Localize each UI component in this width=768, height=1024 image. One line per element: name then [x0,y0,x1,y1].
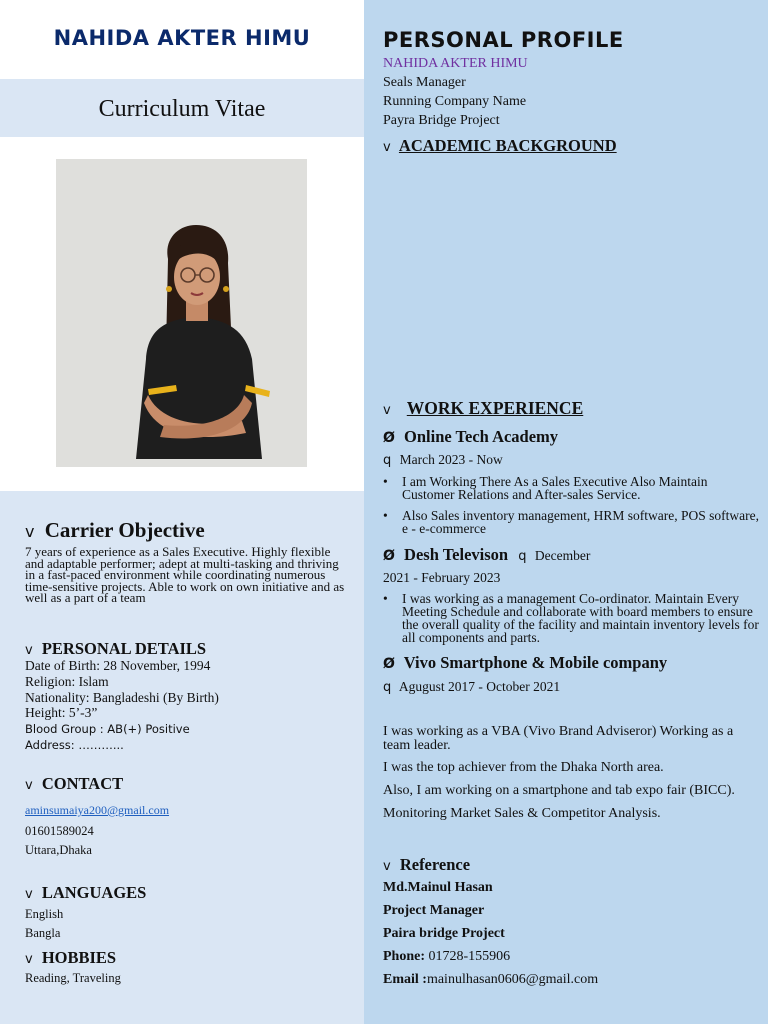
v-marker-icon: v [25,643,33,658]
profile-photo [56,159,307,467]
job-paragraph: I was working as a VBA (Vivo Brand Adviseror) Working as a team leader. [383,724,734,753]
left-column [0,0,364,1024]
job-company [383,427,558,447]
cv-title-band [0,79,364,137]
job-paragraph: Monitoring Market Sales & Competitor Analysis. [383,806,661,821]
photo-area [0,137,364,491]
job-bullet [383,592,763,644]
language-item: Bangla [25,926,61,940]
contact-location: Uttara,Dhaka [25,843,92,857]
bullet-dot-icon: • [383,508,388,523]
job-bullet-text: I am Working There As a Sales Executive Also Maintain Customer Relations and After-sales Service. [402,474,708,502]
reference-heading [383,855,470,875]
profile-project: Payra Bridge Project [383,113,500,128]
work-heading [383,398,583,419]
hobbies-title: HOBBIES [41,948,117,967]
languages-heading [25,883,146,903]
v-marker-icon: v [25,522,35,541]
objective-title: Carrier Objective [44,518,205,542]
job-paragraph: Also, I am working on a smartphone and tab expo fair (BICC). [383,783,735,798]
job-period-text: December [534,548,591,563]
job-bullet-text: I was working as a management Co-ordinator. Maintain Every Meeting Schedule and collaborate with board members to ensure the overall quality of the facility and maintain inventory levels for all components and parts. [402,591,759,645]
job-bullet [383,509,763,535]
personal-details-title: PERSONAL DETAILS [41,639,207,658]
job-company [383,545,590,565]
job-bullet [383,475,763,501]
q-bullet-icon: q [518,549,527,564]
academic-heading [383,136,617,156]
job-company-name: Vivo Smartphone & Mobile company [403,653,668,672]
profile-company: Running Company Name [383,94,527,109]
religion-text: Religion: Islam [25,674,109,689]
v-marker-icon: v [383,140,391,155]
language-item: English [25,907,64,921]
profile-role: Seals Manager [383,75,466,90]
languages-title: LANGUAGES [41,883,147,902]
contact-email-link[interactable]: aminsumaiya200@gmail.com [25,803,170,817]
profile-title: PERSONAL PROFILE [383,28,624,52]
contact-phone: 01601589024 [25,824,94,838]
address-text: Address: ………... [25,738,124,752]
nationality-text: Nationality: Bangladeshi (By Birth) [25,690,219,705]
profile-name: NAHIDA AKTER HIMU [383,56,528,71]
cv-title: Curriculum Vitae [98,96,266,122]
job-paragraph: I was the top achiever from the Dhaka North area. [383,760,664,775]
objective-heading [25,518,205,543]
name-header [0,0,364,78]
v-marker-icon: v [383,859,391,874]
reference-title: Reference [399,855,471,874]
reference-phone [383,949,510,965]
work-title: WORK EXPERIENCE [406,398,584,418]
reference-phone-label: Phone: [383,949,425,964]
job-period-text: March 2023 - Now [399,452,503,467]
contact-title: CONTACT [41,774,124,793]
reference-phone-value: 01728-155906 [428,949,511,964]
bullet-dot-icon: • [383,591,388,606]
arrow-bullet-icon: Ø [383,430,395,446]
reference-email-label: Email : [383,972,427,987]
reference-name: Md.Mainul Hasan [383,880,493,895]
objective-text: 7 years of experience as a Sales Executive. Highly flexible and adaptable performer; adept at multi-tasking and thriving in a fast-paced environment while coordinating numerous time-sensitive projects. Able to work on own initiative and as well as a part of a team [25,544,345,605]
v-marker-icon: v [25,778,33,793]
job-bullet-text: Also Sales inventory management, HRM software, POS software, e - e-commerce [402,508,759,536]
q-bullet-icon: q [383,680,392,695]
hobbies-text: Reading, Traveling [25,971,121,985]
q-bullet-icon: q [383,453,392,468]
contact-heading [25,774,123,794]
arrow-bullet-icon: Ø [383,656,395,672]
job-company-name: Online Tech Academy [404,427,559,446]
reference-position: Project Manager [383,903,485,918]
job-period-text: Agugust 2017 - October 2021 [398,679,561,694]
hobbies-heading [25,948,116,968]
dob-text: Date of Birth: 28 November, 1994 [25,658,211,673]
job-period [518,548,590,563]
v-marker-icon: v [25,887,33,902]
v-marker-icon: v [25,952,33,967]
bullet-dot-icon: • [383,474,388,489]
job-company [383,653,667,673]
v-marker-icon: v [383,403,391,418]
reference-org: Paira bridge Project [383,926,505,941]
job-period [383,452,503,468]
reference-email [383,972,598,988]
candidate-name: NAHIDA AKTER HIMU [53,26,311,50]
job-company-name: Desh Televison [404,545,509,564]
height-text: Height: 5’-3” [25,705,98,720]
job-period-continued: 2021 - February 2023 [383,570,501,585]
arrow-bullet-icon: Ø [383,548,395,564]
blood-group-text: Blood Group : AB(+) Positive [25,722,190,736]
personal-details-heading [25,639,206,659]
academic-title: ACADEMIC BACKGROUND [398,136,617,155]
job-period [383,679,560,695]
reference-email-value[interactable]: mainulhasan0606@gmail.com [426,972,599,987]
